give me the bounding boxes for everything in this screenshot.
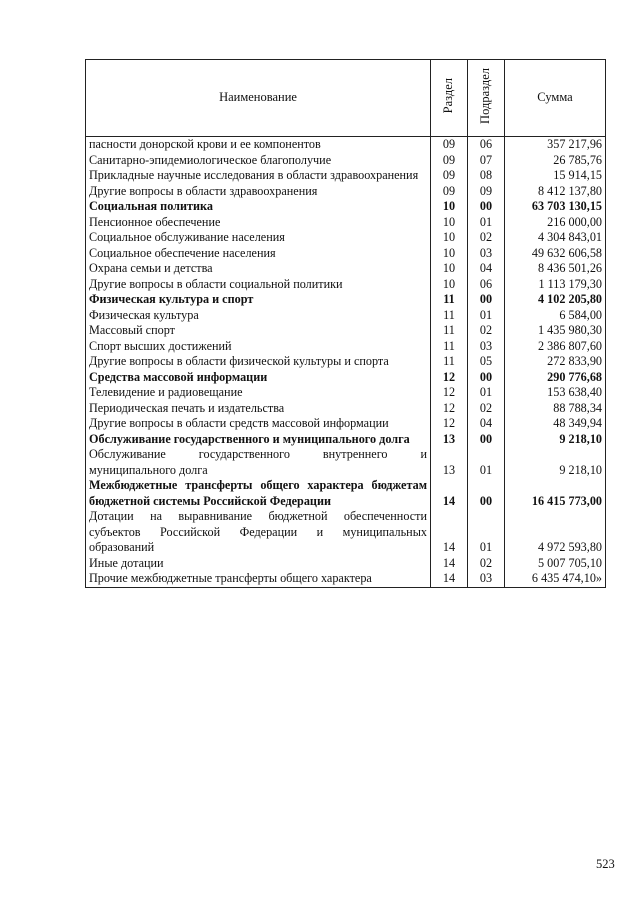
row-razdel: 09 (431, 137, 468, 153)
row-razdel: 10 (431, 230, 468, 246)
table-row (86, 556, 606, 572)
row-podrazdel: 01 (468, 308, 505, 324)
table-row (86, 478, 606, 509)
row-name: Дотации на выравнивание бюджетной обеспеченности субъектов Российской Федерации и муниципальных образований (86, 509, 431, 556)
row-podrazdel: 01 (468, 385, 505, 401)
row-podrazdel: 09 (468, 184, 505, 200)
row-razdel: 13 (431, 447, 468, 478)
table-row (86, 370, 606, 386)
table-row (86, 261, 606, 277)
row-razdel: 09 (431, 184, 468, 200)
header-podrazdel-label: Подраздел (478, 67, 493, 124)
table-row (86, 246, 606, 262)
row-name: Другие вопросы в области социальной политики (86, 277, 431, 293)
table-row (86, 308, 606, 324)
row-sum: 48 349,94 (505, 416, 606, 432)
table-row (86, 292, 606, 308)
row-razdel: 11 (431, 292, 468, 308)
table-body (86, 137, 606, 588)
table-row (86, 230, 606, 246)
row-razdel: 09 (431, 168, 468, 184)
row-sum: 5 007 705,10 (505, 556, 606, 572)
row-podrazdel: 07 (468, 153, 505, 169)
row-sum: 8 412 137,80 (505, 184, 606, 200)
row-podrazdel: 02 (468, 323, 505, 339)
row-razdel: 10 (431, 215, 468, 231)
row-podrazdel: 02 (468, 556, 505, 572)
row-sum: 6 584,00 (505, 308, 606, 324)
table-row (86, 184, 606, 200)
row-name: Иные дотации (86, 556, 431, 572)
table-row (86, 277, 606, 293)
row-razdel: 14 (431, 571, 468, 587)
row-razdel: 10 (431, 199, 468, 215)
row-podrazdel: 00 (468, 478, 505, 509)
table-header-row (86, 60, 606, 137)
table-row (86, 447, 606, 478)
row-razdel: 12 (431, 385, 468, 401)
row-sum: 9 218,10 (505, 432, 606, 448)
row-podrazdel: 00 (468, 432, 505, 448)
row-podrazdel: 00 (468, 292, 505, 308)
row-razdel: 10 (431, 261, 468, 277)
row-sum: 26 785,76 (505, 153, 606, 169)
row-sum: 88 788,34 (505, 401, 606, 417)
row-sum: 357 217,96 (505, 137, 606, 153)
row-name: Периодическая печать и издательства (86, 401, 431, 417)
row-razdel: 11 (431, 308, 468, 324)
table-row (86, 416, 606, 432)
row-razdel: 12 (431, 370, 468, 386)
table-row (86, 339, 606, 355)
row-sum: 16 415 773,00 (505, 478, 606, 509)
table-row (86, 137, 606, 153)
row-name: Другие вопросы в области здравоохранения (86, 184, 431, 200)
row-sum: 216 000,00 (505, 215, 606, 231)
row-razdel: 10 (431, 246, 468, 262)
table-row (86, 153, 606, 169)
row-razdel: 14 (431, 509, 468, 556)
row-podrazdel: 05 (468, 354, 505, 370)
header-razdel-label: Раздел (441, 78, 456, 114)
row-name: Телевидение и радиовещание (86, 385, 431, 401)
row-sum: 272 833,90 (505, 354, 606, 370)
header-sum: Сумма (505, 60, 606, 137)
row-name: Другие вопросы в области средств массовой информации (86, 416, 431, 432)
row-sum: 2 386 807,60 (505, 339, 606, 355)
row-name: Спорт высших достижений (86, 339, 431, 355)
table-row (86, 199, 606, 215)
table-row (86, 168, 606, 184)
table-row (86, 323, 606, 339)
row-razdel: 13 (431, 432, 468, 448)
row-name: Социальное обслуживание населения (86, 230, 431, 246)
table-row (86, 432, 606, 448)
row-name: Обслуживание государственного и муниципального долга (86, 432, 431, 448)
row-podrazdel: 03 (468, 246, 505, 262)
row-razdel: 11 (431, 323, 468, 339)
row-podrazdel: 01 (468, 215, 505, 231)
row-name: Межбюджетные трансферты общего характера бюджетам бюджетной системы Российской Федерации (86, 478, 431, 509)
row-name: пасности донорской крови и ее компонентов (86, 137, 431, 153)
row-podrazdel: 02 (468, 230, 505, 246)
header-razdel (431, 60, 468, 137)
row-podrazdel: 04 (468, 416, 505, 432)
row-sum: 4 102 205,80 (505, 292, 606, 308)
row-sum: 6 435 474,10» (505, 571, 606, 587)
row-podrazdel: 06 (468, 137, 505, 153)
row-razdel: 11 (431, 339, 468, 355)
row-sum: 1 435 980,30 (505, 323, 606, 339)
row-name: Физическая культура и спорт (86, 292, 431, 308)
table-row (86, 509, 606, 556)
row-razdel: 12 (431, 416, 468, 432)
row-sum: 153 638,40 (505, 385, 606, 401)
row-razdel: 09 (431, 153, 468, 169)
row-sum: 15 914,15 (505, 168, 606, 184)
row-sum: 63 703 130,15 (505, 199, 606, 215)
row-podrazdel: 02 (468, 401, 505, 417)
row-podrazdel: 03 (468, 339, 505, 355)
row-razdel: 11 (431, 354, 468, 370)
row-podrazdel: 03 (468, 571, 505, 587)
row-razdel: 14 (431, 478, 468, 509)
header-podrazdel (468, 60, 505, 137)
row-podrazdel: 04 (468, 261, 505, 277)
row-podrazdel: 06 (468, 277, 505, 293)
row-podrazdel: 01 (468, 509, 505, 556)
row-sum: 4 304 843,01 (505, 230, 606, 246)
row-name: Охрана семьи и детства (86, 261, 431, 277)
table-row (86, 385, 606, 401)
row-name: Пенсионное обеспечение (86, 215, 431, 231)
row-name: Санитарно-эпидемиологическое благополучие (86, 153, 431, 169)
page-number: 523 (596, 857, 615, 871)
table-row (86, 401, 606, 417)
row-name: Прикладные научные исследования в области здравоохранения (86, 168, 431, 184)
row-podrazdel: 00 (468, 199, 505, 215)
row-sum: 4 972 593,80 (505, 509, 606, 556)
table-row (86, 215, 606, 231)
row-name: Другие вопросы в области физической культуры и спорта (86, 354, 431, 370)
budget-table (85, 59, 606, 588)
row-sum: 9 218,10 (505, 447, 606, 478)
row-name: Прочие межбюджетные трансферты общего характера (86, 571, 431, 587)
table-row (86, 571, 606, 587)
row-razdel: 12 (431, 401, 468, 417)
row-sum: 49 632 606,58 (505, 246, 606, 262)
row-name: Физическая культура (86, 308, 431, 324)
row-name: Средства массовой информации (86, 370, 431, 386)
row-name: Обслуживание государственного внутреннего и муниципального долга (86, 447, 431, 478)
row-podrazdel: 00 (468, 370, 505, 386)
row-podrazdel: 08 (468, 168, 505, 184)
row-name: Социальная политика (86, 199, 431, 215)
header-name: Наименование (86, 60, 431, 137)
row-razdel: 14 (431, 556, 468, 572)
row-sum: 1 113 179,30 (505, 277, 606, 293)
row-sum: 290 776,68 (505, 370, 606, 386)
table-row (86, 354, 606, 370)
row-razdel: 10 (431, 277, 468, 293)
row-name: Массовый спорт (86, 323, 431, 339)
row-podrazdel: 01 (468, 447, 505, 478)
row-sum: 8 436 501,26 (505, 261, 606, 277)
row-name: Социальное обеспечение населения (86, 246, 431, 262)
